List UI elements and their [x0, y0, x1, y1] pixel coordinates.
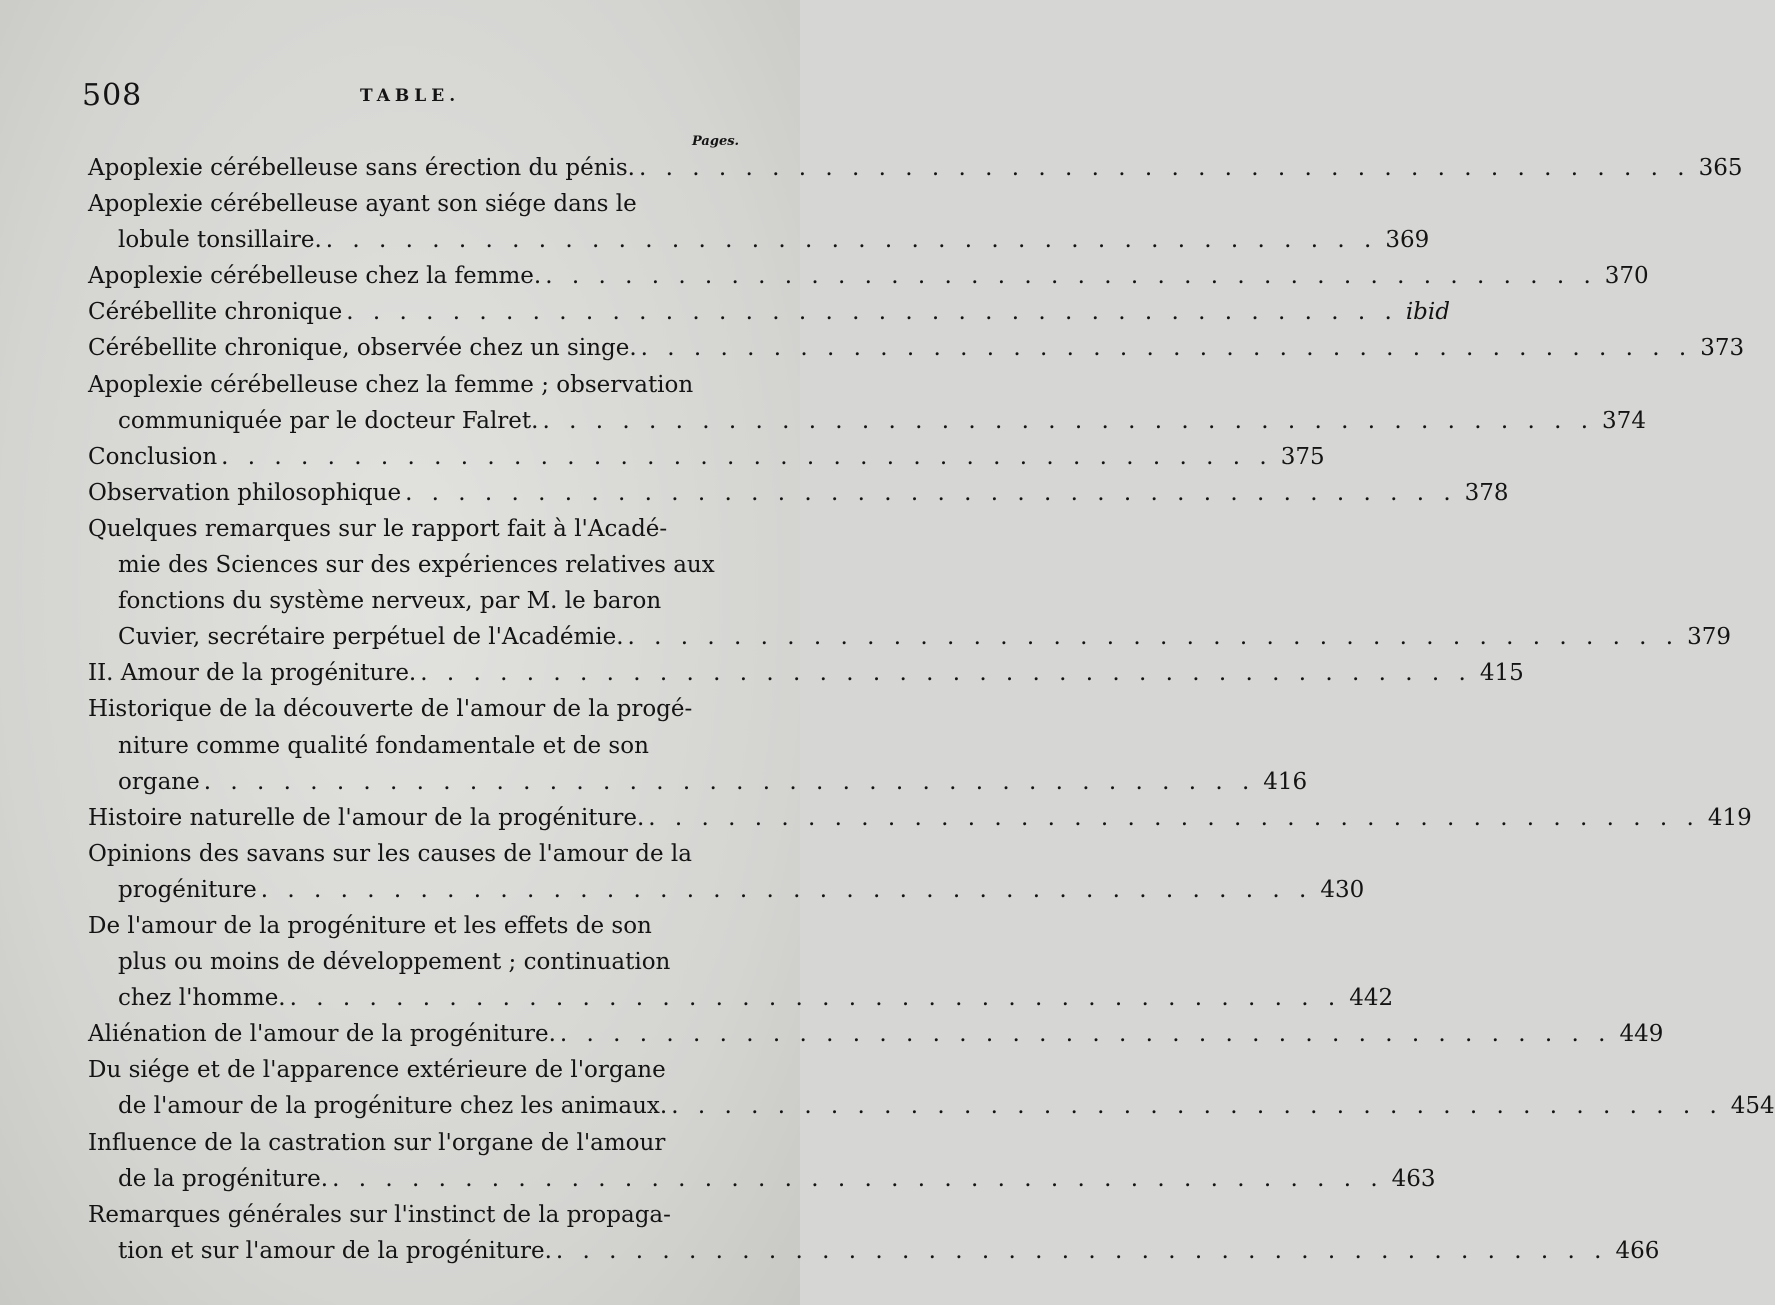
- toc-entry-line: [88, 691, 768, 727]
- toc-entry-text: Apoplexie cérébelleuse ayant son siége dans le: [88, 191, 637, 218]
- toc-entry-line: [88, 439, 1325, 475]
- toc-entry: [88, 908, 1394, 1016]
- toc-page-number: 416: [1263, 768, 1308, 795]
- toc-entry: [88, 1052, 1775, 1124]
- toc-entry-line: [88, 150, 1743, 186]
- toc-entry: [88, 186, 1430, 258]
- toc-page-number: 370: [1604, 263, 1649, 290]
- toc-entry-line: [88, 728, 768, 764]
- page-header: [82, 78, 722, 118]
- dot-leader: . . . . . . . . . . . . . . . . . . . . . . . . . . . . . . . . . . . . . . . .: [289, 985, 1342, 1012]
- toc-entry-line: [88, 800, 1752, 836]
- dot-leader: . . . . . . . . . . . . . . . . . . . . . . . . . . . . . . . . . . . . . . . .: [648, 804, 1700, 831]
- toc-entry: [88, 691, 1308, 799]
- toc-entry-text: Opinions des savans sur les causes de l'amour de la: [88, 840, 692, 867]
- toc-entry-text: II. Amour de la progéniture.: [88, 660, 417, 687]
- toc-entry-text: Remarques générales sur l'instinct de la propaga-: [88, 1201, 671, 1228]
- toc-entry-text: Quelques remarques sur le rapport fait à l'Acadé-: [88, 515, 668, 542]
- toc-entry-line: [88, 1016, 1664, 1052]
- toc-entry-line: [88, 980, 1394, 1016]
- dot-leader: . . . . . . . . . . . . . . . . . . . . . . . . . . . . . . . . . . . . . . . .: [627, 624, 1680, 651]
- dot-leader: . . . . . . . . . . . . . . . . . . . . . . . . . . . . . . . . . . . . . . . .: [260, 876, 1313, 903]
- toc-entry-text: Influence de la castration sur l'organe de l'amour: [88, 1129, 666, 1156]
- toc-entry-text: progéniture: [118, 876, 257, 903]
- dot-leader: . . . . . . . . . . . . . . . . . . . . . . . . . . . . . . . . . . . . . . . .: [545, 263, 1597, 290]
- toc-entry-text: fonctions du système nerveux, par M. le baron: [118, 588, 662, 615]
- toc-page-number: 365: [1698, 155, 1743, 181]
- toc-page-number: 449: [1619, 1021, 1664, 1048]
- toc-entry-line: [88, 475, 1509, 511]
- toc-page-number: 369: [1385, 227, 1430, 254]
- toc-entry-line: [88, 872, 1365, 908]
- toc-entry-line: [88, 619, 1732, 655]
- toc-entry-line: [88, 1052, 768, 1088]
- toc-entry-line: [88, 258, 1649, 294]
- toc-entry-line: [88, 655, 1524, 691]
- toc-entry-text: Observation philosophique: [88, 479, 402, 506]
- toc-entry: [88, 1125, 1436, 1197]
- toc-entry-text: de l'amour de la progéniture chez les animaux.: [118, 1093, 668, 1120]
- toc-entry: [88, 294, 1450, 330]
- toc-entry-text: Historique de la découverte de l'amour de la progé-: [88, 696, 693, 723]
- toc-entry-text: Apoplexie cérébelleuse chez la femme.: [88, 263, 542, 290]
- toc-entry: [88, 655, 1524, 691]
- toc-page-number: 419: [1707, 804, 1752, 831]
- toc-entry-text: communiquée par le docteur Falret.: [118, 407, 539, 434]
- toc-entry: [88, 330, 1745, 366]
- toc-entry-text: Cérébellite chronique, observée chez un singe.: [88, 335, 637, 362]
- toc-entry-line: [88, 186, 768, 222]
- pages-column-label: Pages.: [692, 134, 740, 149]
- toc-entry-text: organe: [118, 768, 200, 795]
- toc-entry-text: Aliénation de l'amour de la progéniture.: [88, 1021, 556, 1048]
- toc-page-number: 466: [1615, 1237, 1660, 1264]
- toc-entry-text: chez l'homme.: [118, 985, 286, 1012]
- dot-leader: . . . . . . . . . . . . . . . . . . . . . . . . . . . . . . . . . . . . . . . .: [405, 479, 1457, 506]
- toc-entry-text: Cérébellite chronique: [88, 299, 343, 326]
- toc-page-number: 430: [1320, 876, 1365, 903]
- toc-entry: [88, 800, 1752, 836]
- toc-entry-line: [88, 1233, 1660, 1269]
- toc-page-number: 415: [1479, 660, 1524, 687]
- dot-leader: . . . . . . . . . . . . . . . . . . . . . . . . . . . . . . . . . . . . . . . .: [671, 1093, 1723, 1120]
- toc-page-number: 375: [1280, 443, 1325, 470]
- dot-leader: . . . . . . . . . . . . . . . . . . . . . . . . . . . . . . . . . . . . . . . .: [221, 443, 1273, 470]
- toc-page-number: 454: [1730, 1093, 1775, 1120]
- dot-leader: . . . . . . . . . . . . . . . . . . . . . . . . . . . . . . . . . . . . . . . .: [542, 407, 1595, 434]
- toc-entry-line: [88, 1197, 768, 1233]
- toc-entry-text: Du siége et de l'apparence extérieure de l'organe: [88, 1057, 666, 1084]
- toc-entry-line: [88, 908, 768, 944]
- dot-leader: . . . . . . . . . . . . . . . . . . . . . . . . . . . . . . . . . . . . . . . .: [555, 1237, 1608, 1264]
- toc-entry-line: [88, 583, 768, 619]
- toc-entry-line: [88, 222, 1430, 258]
- toc-page-number: 379: [1687, 624, 1732, 651]
- toc-page-number: 373: [1700, 335, 1745, 362]
- toc-entry-text: Histoire naturelle de l'amour de la progéniture.: [88, 804, 645, 831]
- toc-entry: [88, 1197, 1660, 1269]
- toc-entry-text: De l'amour de la progéniture et les effets de son: [88, 912, 652, 939]
- dot-leader: . . . . . . . . . . . . . . . . . . . . . . . . . . . . . . . . . . . . . . . .: [640, 335, 1693, 362]
- dot-leader: . . . . . . . . . . . . . . . . . . . . . . . . . . . . . . . . . . . . . . . .: [325, 227, 1378, 254]
- toc-entry-text: Apoplexie cérébelleuse sans érection du pénis.: [88, 155, 635, 181]
- toc-entry: [88, 475, 1509, 511]
- toc-entry-text: Apoplexie cérébelleuse chez la femme ; observation: [88, 371, 694, 398]
- toc-entry-line: [88, 1088, 1775, 1124]
- table-of-contents: [88, 150, 1775, 1269]
- toc-entry-text: mie des Sciences sur des expériences relatives aux: [118, 552, 715, 579]
- toc-page-number: ibid: [1405, 299, 1450, 326]
- toc-entry-line: [88, 836, 768, 872]
- toc-page-number: 442: [1349, 985, 1394, 1012]
- dot-leader: . . . . . . . . . . . . . . . . . . . . . . . . . . . . . . . . . . . . . . . .: [332, 1165, 1384, 1192]
- toc-entry-text: plus ou moins de développement ; continuation: [118, 949, 671, 976]
- toc-entry-line: [88, 367, 768, 403]
- toc-entry-line: [88, 1161, 1436, 1197]
- toc-entry-line: [88, 294, 1450, 330]
- dot-leader: . . . . . . . . . . . . . . . . . . . . . . . . . . . . . . . . . . . . . . . .: [639, 155, 1691, 181]
- toc-entry: [88, 150, 1743, 186]
- toc-entry: [88, 258, 1649, 294]
- toc-entry-line: [88, 944, 768, 980]
- toc-entry-line: [88, 330, 1745, 366]
- running-title: TABLE.: [360, 86, 461, 106]
- dot-leader: . . . . . . . . . . . . . . . . . . . . . . . . . . . . . . . . . . . . . . . .: [559, 1021, 1612, 1048]
- dot-leader: . . . . . . . . . . . . . . . . . . . . . . . . . . . . . . . . . . . . . . . .: [420, 660, 1472, 687]
- toc-entry: [88, 836, 1365, 908]
- dot-leader: . . . . . . . . . . . . . . . . . . . . . . . . . . . . . . . . . . . . . . . .: [203, 768, 1256, 795]
- toc-entry-line: [88, 1125, 768, 1161]
- toc-entry-line: [88, 403, 1646, 439]
- toc-entry-text: niture comme qualité fondamentale et de son: [118, 732, 649, 759]
- toc-entry: [88, 367, 1646, 439]
- toc-entry-text: de la progéniture.: [118, 1165, 329, 1192]
- toc-entry: [88, 1016, 1664, 1052]
- toc-entry-text: lobule tonsillaire.: [118, 227, 322, 254]
- toc-entry: [88, 439, 1325, 475]
- toc-page-number: 463: [1391, 1165, 1436, 1192]
- toc-entry-text: Conclusion: [88, 443, 218, 470]
- toc-page-number: 378: [1464, 479, 1509, 506]
- toc-entry-text: tion et sur l'amour de la progéniture.: [118, 1237, 552, 1264]
- dot-leader: . . . . . . . . . . . . . . . . . . . . . . . . . . . . . . . . . . . . . . . .: [346, 299, 1398, 326]
- toc-entry: [88, 511, 1732, 655]
- toc-page-number: 374: [1602, 407, 1646, 434]
- toc-entry-text: Cuvier, secrétaire perpétuel de l'Académie.: [118, 624, 624, 651]
- page-number: 508: [82, 78, 143, 113]
- toc-entry-line: [88, 511, 768, 547]
- toc-entry-line: [88, 764, 1308, 800]
- toc-entry-line: [88, 547, 768, 583]
